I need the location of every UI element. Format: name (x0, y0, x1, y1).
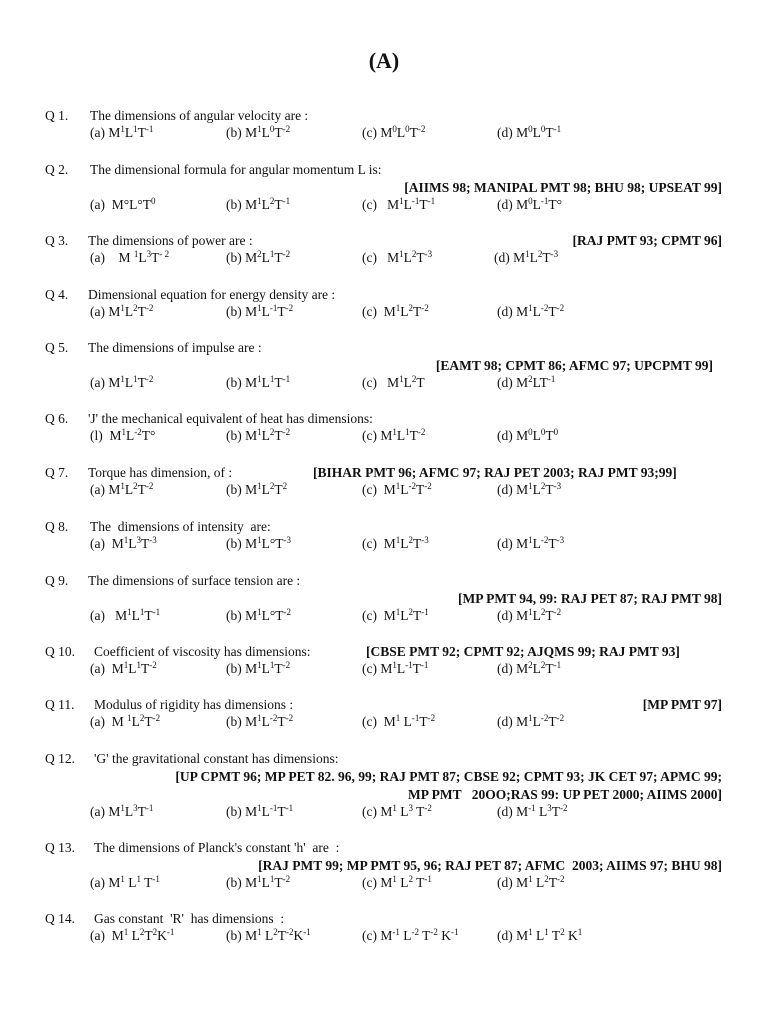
question-text: 'J' the mechanical equivalent of heat has dimensions: (88, 411, 373, 426)
option-a: (a) $M^1L^3T^{-1}$ (90, 803, 154, 819)
question-text: Coefficient of viscosity has dimensions: (94, 644, 311, 659)
option-b: (b) $M^1L^{-1}T^{-1}$ (226, 803, 294, 819)
exam-reference: [BIHAR PMT 96; AFMC 97; RAJ PET 2003; RAJ PMT 93;99] (313, 465, 677, 480)
option-d: (d) $M^0L^{-1}T^\circ$ (497, 196, 563, 212)
question-number: Q 2. (45, 162, 69, 177)
question-number: Q 7. (45, 465, 69, 480)
option-c: (c) $M^1L^2T^{-3}$ (362, 535, 429, 551)
exam-reference: [RAJ PMT 93; CPMT 96] (572, 233, 722, 248)
option-b: (b) $M^1L^{-1}T^{-2}$ (226, 303, 294, 319)
option-a: (a) M $^1L^2T^{-2}$ (90, 713, 161, 729)
option-d: (d) $M^0L^0T^{-1}$ (497, 124, 562, 140)
option-c: (c) $M^1L^2T^{-2}$ (362, 303, 429, 319)
option-a: (a) $M^1L^1T^{-1}$ (90, 607, 161, 623)
option-b: (b) $M^2L^1T^{-2}$ (226, 249, 291, 265)
option-c: (c) $M^1L^{-1}T^{-1}$ (362, 196, 436, 212)
option-a: (l) $M^1L^{-2}T^\circ$ (90, 427, 156, 443)
exam-reference: [MP PMT 97] (642, 697, 722, 712)
option-c: (c) $M^1L^2T$ (362, 374, 425, 390)
option-a: (a) M $^1L^3T^{- 2}$ (90, 249, 170, 265)
exam-reference: [UP CPMT 96; MP PET 82. 96, 99; RAJ PMT 87; CBSE 92; CPMT 93; JK CET 97; APMC 99; (175, 769, 722, 784)
option-d: (d) $M^1L^{-2}T^{-2}$ (497, 713, 565, 729)
question-text: The dimensions of Planck's constant 'h' are : (94, 840, 340, 855)
page-title: (A) (368, 48, 400, 73)
option-d: (d) $M^1$ $L^1$ $T^2$ $K^1$ (497, 927, 583, 943)
exam-reference: [RAJ PMT 99; MP PMT 95, 96; RAJ PET 87; AFMC 2003; AIIMS 97; BHU 98] (258, 858, 722, 873)
option-c: (c) $M^1L^2T^{-1}$ (362, 607, 429, 623)
question-text: The dimensional formula for angular momentum L is: (90, 162, 382, 177)
question-number: Q 3. (45, 233, 69, 248)
exam-reference: [CBSE PMT 92; CPMT 92; AJQMS 99; RAJ PMT 93] (366, 644, 680, 659)
question-text: The dimensions of power are : (88, 233, 253, 248)
question-number: Q 9. (45, 573, 69, 588)
option-c: (c) $M^1L^{-2}T^{-2}$ (362, 481, 432, 497)
option-d: (d) $M^1L^{-2}T^{-3}$ (497, 535, 565, 551)
exam-reference-continued: MP PMT 20OO;RAS 99: UP PET 2000; AIIMS 2000] (407, 787, 722, 802)
question-number: Q 11. (45, 697, 75, 712)
question-number: Q 13. (45, 840, 75, 855)
option-c: (c) $M^0L^0T^{-2}$ (362, 124, 426, 140)
option-b: (b) $M^1L^2T^{-2}$ (226, 427, 291, 443)
option-a: (a) $M^1$ $L^1$ $T^{-1}$ (90, 874, 160, 890)
question-text: The dimensions of angular velocity are : (90, 108, 309, 123)
option-d: (d) $M^2LT^{-1}$ (497, 374, 556, 390)
exam-reference: [AIIMS 98; MANIPAL PMT 98; BHU 98; UPSEAT 99] (404, 180, 722, 195)
option-b: (b) $M^1L^2T^{-1}$ (226, 196, 291, 212)
option-c: (c) $M^1L^{-1}T^{-1}$ (362, 660, 429, 676)
question-text: Modulus of rigidity has dimensions : (94, 697, 294, 712)
option-d: (d) $M^1L^{-2}T^{-2}$ (497, 303, 565, 319)
option-d: (d) $M^2L^2T^{-1}$ (497, 660, 562, 676)
option-c: (c) $M^1$ $L^3$ $T^{-2}$ (362, 803, 432, 819)
exam-reference: [EAMT 98; CPMT 86; AFMC 97; UPCPMT 99] (435, 358, 713, 373)
question-number: Q 6. (45, 411, 69, 426)
exam-reference: [MP PMT 94, 99: RAJ PET 87; RAJ PMT 98] (458, 591, 722, 606)
option-d: (d) $M^1$ $L^2T^{-2}$ (497, 874, 565, 890)
option-c: (c) $M^1$ $L^2$ $T^{-1}$ (362, 874, 432, 890)
question-number: Q 14. (45, 911, 75, 926)
option-a: (a) $M^1L^1T^{-2}$ (90, 374, 154, 390)
question-number: Q 10. (45, 644, 75, 659)
option-b: (b) $M^1L^0T^{-2}$ (226, 124, 291, 140)
option-b: (b) $M^1L^1T^{-1}$ (226, 374, 291, 390)
question-text: 'G' the gravitational constant has dimensions: (94, 751, 339, 766)
option-b: (b) $M^1L^\circ T^{-2}$ (226, 607, 292, 623)
question-text: The dimensions of intensity are: (90, 519, 271, 534)
option-a: (a) $M^\circ L^\circ T^0$ (90, 196, 156, 212)
option-b: (b) $M^1$ $L^2T^{-2}K^{-1}$ (226, 927, 311, 943)
question-number: Q 8. (45, 519, 69, 534)
question-number: Q 4. (45, 287, 69, 302)
option-d: (d) $M^1L^2T^{-2}$ (497, 607, 562, 623)
option-a: (a) $M^1L^1T^{-2}$ (90, 660, 157, 676)
option-a: (a) $M^1L^3T^{-3}$ (90, 535, 157, 551)
option-a: (a) $M^1$ $L^2T^2K^{-1}$ (90, 927, 175, 943)
option-c: (c) $M^1L^1T^{-2}$ (362, 427, 426, 443)
option-c: (c) $M^1$ $L^{-1}T^{-2}$ (362, 713, 436, 729)
option-a: (a) $M^1L^1T^{-1}$ (90, 124, 154, 140)
question-number: Q 1. (45, 108, 69, 123)
option-b: (b) $M^1L^{-2}T^{-2}$ (226, 713, 294, 729)
option-b: (b) $M^1L^2T^2$ (226, 481, 288, 497)
option-d: (d) $M^1L^2T^{-3}$ (494, 249, 559, 265)
option-d: (d) $M^0L^0T^0$ (497, 427, 559, 443)
option-d: (d) $M^{-1}$ $L^3T^{-2}$ (497, 803, 568, 819)
option-b: (b) $M^1L^\circ T^{-3}$ (226, 535, 292, 551)
question-text: Torque has dimension, of : (88, 465, 233, 480)
option-a: (a) $M^1L^2T^{-2}$ (90, 481, 154, 497)
option-c: (c) $M^{-1}$ $L^{-2}$ $T^{-2}$ $K^{-1}$ (362, 927, 459, 943)
question-text: The dimensions of impulse are : (88, 340, 262, 355)
option-c: (c) $M^1L^2T^{-3}$ (362, 249, 433, 265)
question-text: Dimensional equation for energy density are : (88, 287, 336, 302)
option-b: (b) $M^1L^1T^{-2}$ (226, 660, 291, 676)
question-number: Q 5. (45, 340, 69, 355)
question-number: Q 12. (45, 751, 75, 766)
option-b: (b) $M^1L^1T^{-2}$ (226, 874, 291, 890)
question-text: The dimensions of surface tension are : (88, 573, 301, 588)
option-a: (a) $M^1L^2T^{-2}$ (90, 303, 154, 319)
question-text: Gas constant 'R' has dimensions : (94, 911, 285, 926)
option-d: (d) $M^1L^2T^{-3}$ (497, 481, 562, 497)
